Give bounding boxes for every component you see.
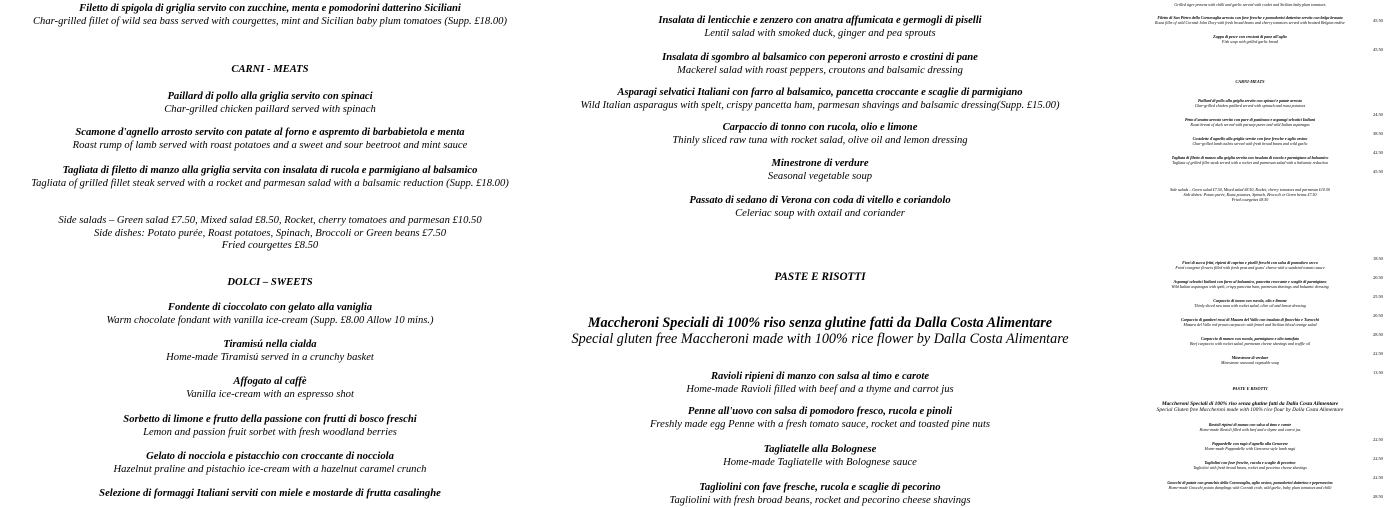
dish-english: Home-made Ravioli filled with beef and a thyme and carrot jus bbox=[1118, 428, 1382, 433]
dish-english: Celeriac soup with oxtail and coriander bbox=[560, 208, 1080, 221]
menu-item bbox=[560, 122, 1080, 147]
menu-item bbox=[560, 87, 1080, 112]
dish-english: Tagliata of grilled fillet steak served with a rocket and parmesan salad with a balsamic reduction bbox=[1118, 161, 1382, 166]
special-item bbox=[1118, 401, 1382, 413]
menu-item bbox=[20, 3, 520, 28]
dish-italian: Carpaccio di gamberi rossi di Mazara del Vallo con insalata di finocchio e Turocchi bbox=[1118, 318, 1382, 323]
dish-italian: Tagliolini con fave fresche, rucola e scaglie di pecorino bbox=[1118, 461, 1382, 466]
dish-english: Char-grilled lamb cutlets served with fresh broad beans and wild garlic bbox=[1118, 142, 1382, 147]
dish-english: Home-made Ravioli filled with beef and a thyme and carrot jus bbox=[560, 384, 1080, 397]
dish-english: Freshly made egg Penne with a fresh tomato sauce, rocket and toasted pine nuts bbox=[560, 419, 1080, 432]
price: 13.50 bbox=[1373, 370, 1383, 375]
menu-item bbox=[560, 195, 1080, 220]
price: 24.50 bbox=[1373, 112, 1383, 117]
side-salads-line: Side salads – Green salad £7.50, Mixed salad £8.50, Rocket, cherry tomatoes and parmesan £10.50 bbox=[1118, 188, 1382, 193]
side-dishes bbox=[20, 215, 520, 253]
menu-item bbox=[20, 91, 520, 116]
side-dishes-text: Potato purée, Roast potatoes, Spinach, Broccoli or Green beans £7.50 bbox=[148, 228, 446, 239]
dish-italian: Filetto di spigola di griglia servito con zucchine, menta e pomodorini datterino Siciliani bbox=[20, 3, 520, 16]
dish-italian: Passato di sedano di Verona con coda di vitello e coriandolo bbox=[560, 195, 1080, 208]
menu-item bbox=[560, 371, 1080, 396]
dish-italian: Filetto di San Pietro della Cornovaglia arrosto con fave fresche e pomodorini datterino servito con belga brasata bbox=[1118, 16, 1382, 21]
special-item bbox=[560, 315, 1080, 347]
dish-italian: Insalata di lenticchie e zenzero con anatra affumicata e germogli di piselli bbox=[560, 15, 1080, 28]
price: 28.50 bbox=[1373, 332, 1383, 337]
dish-italian: Zuppa di pesce con crostoni di pane all'aglio bbox=[1118, 35, 1382, 40]
menu-item bbox=[1118, 299, 1382, 309]
menu-item bbox=[1118, 318, 1382, 328]
menu-item bbox=[560, 406, 1080, 431]
menu-item bbox=[1118, 481, 1382, 491]
menu-item bbox=[560, 52, 1080, 77]
menu-item bbox=[1118, 442, 1382, 452]
section-heading-meats: CARNI - MEATS bbox=[20, 64, 520, 77]
fried-courgettes-line: Fried courgettes £8.50 bbox=[20, 240, 520, 253]
menu-item bbox=[1118, 137, 1382, 147]
dish-italian: Asparagi selvatici Italiani con farro al balsamico, pancetta croccante e scaglie di parmigiano bbox=[560, 87, 1080, 100]
side-dishes-line: Side dishes: Potato purée, Roast potatoes, Spinach, Broccoli or Green beans £7.50 bbox=[1118, 193, 1382, 198]
dish-italian: Carpaccio di tonno con rucola, olio e limone bbox=[1118, 299, 1382, 304]
menu-item bbox=[20, 302, 520, 327]
menu-item bbox=[20, 451, 520, 476]
dish-english: Char-grilled chicken paillard served with spinach and roast potatoes bbox=[1118, 104, 1382, 109]
dish-italian: Tiramisú nella cialda bbox=[20, 339, 520, 352]
dish-english: Thinly sliced raw tuna with rocket salad, olive oil and lemon dressing bbox=[1118, 304, 1382, 309]
dish-english: Tagliolini with fresh broad beans, rocket and pecorino cheese shavings bbox=[560, 495, 1080, 507]
dish-english: Thinly sliced raw tuna with rocket salad, olive oil and lemon dressing bbox=[560, 135, 1080, 148]
price: 20.50 bbox=[1373, 313, 1383, 318]
dish-english: Seasonal vegetable soup bbox=[560, 171, 1080, 184]
dish-english: Hazelnut praline and pistachio ice-cream with a hazelnut caramel crunch bbox=[20, 464, 520, 477]
menu-item bbox=[560, 482, 1080, 507]
dish-italian: Tagliata di filetto di manzo alla griglia servita con insalata di rucola e parmigiano al balsamico bbox=[1118, 156, 1382, 161]
dish-italian: Insalata di sgombro al balsamico con peperoni arrosto e crostini di pane bbox=[560, 52, 1080, 65]
dish-english: Minestrone seasonal vegetable soup bbox=[1118, 361, 1382, 366]
dish-english: Special Gluten free Maccheroni made with 100% rice flour by Dalla Costa Alimentare bbox=[1118, 407, 1382, 413]
dish-english: Char-grilled fillet of wild sea bass served with courgettes, mint and Sicilian baby plum tomatoes (Supp. £18.00) bbox=[20, 16, 520, 29]
price: 18.50 bbox=[1373, 256, 1383, 261]
menu-item bbox=[20, 414, 520, 439]
dish-italian: Tagliata di filetto di manzo alla griglia servita con insalata di rucola e parmigiano al balsamico bbox=[20, 165, 520, 178]
menu-item bbox=[560, 444, 1080, 469]
dish-english: Vanilla ice-cream with an espresso shot bbox=[20, 389, 520, 402]
dish-italian: Paillard di pollo alla griglia servito con spinaci bbox=[20, 91, 520, 104]
menu-item bbox=[1118, 35, 1382, 45]
dish-italian: Carpaccio di manzo con rucola, parmigiano e olio tartufato bbox=[1118, 337, 1382, 342]
side-dishes-label: Side dishes: bbox=[94, 228, 145, 239]
menu-item bbox=[20, 127, 520, 152]
dish-english: Lemon and passion fruit sorbet with fresh woodland berries bbox=[20, 427, 520, 440]
dish-italian: Ravioli ripieni di manzo con salsa al timo e carote bbox=[1118, 423, 1382, 428]
side-dishes-line bbox=[20, 228, 520, 241]
price: 20.50 bbox=[1373, 275, 1383, 280]
dish-italian: Costolette d'agnello alla griglia servite con fave fresche e aglio orsino bbox=[1118, 137, 1382, 142]
menu-item bbox=[560, 15, 1080, 40]
price: 28.50 bbox=[1373, 494, 1383, 499]
section-heading-meats: CARNI-MEATS bbox=[1118, 80, 1382, 85]
dish-italian: Asparagi selvatici Italiani con farro al balsamico, pancetta croccante e scaglie di parmigiano bbox=[1118, 280, 1382, 285]
dish-english: Roast fillet of wild Cornish John Dory with fresh broad beans and cherry tomatoes served with braised Belgian endive bbox=[1118, 21, 1382, 26]
dish-italian: Fiori di zucca fritti, ripieni di caprino e piselli freschi con salsa di pomodoro secco bbox=[1118, 261, 1382, 266]
dish-english: Beef carpaccio with rocket salad, parmesan cheese shavings and truffle oil bbox=[1118, 342, 1382, 347]
menu-item bbox=[1118, 156, 1382, 166]
dish-italian: Affogato al caffè bbox=[20, 376, 520, 389]
dish-english: Special gluten free Maccheroni made with 100% rice flower by Dalla Costa Alimentare bbox=[560, 331, 1080, 347]
menu-item bbox=[1118, 337, 1382, 347]
price: 22.50 bbox=[1373, 351, 1383, 356]
dish-english: Home-made Tiramisú served in a crunchy basket bbox=[20, 352, 520, 365]
dish-english: Tagliolini with fresh broad beans, rocket and pecorino cheese shavings bbox=[1118, 466, 1382, 471]
price: 25.50 bbox=[1373, 294, 1383, 299]
menu-item bbox=[1118, 461, 1382, 471]
dish-italian: Pappardelle con ragù d'agnello alla Genovese bbox=[1118, 442, 1382, 447]
menu-item bbox=[1118, 356, 1382, 366]
menu-item bbox=[20, 376, 520, 401]
dish-english: Roast rump of lamb served with roast potatoes and a sweet and sour beetroot and mint sauce bbox=[20, 140, 520, 153]
dish-italian: Ravioli ripieni di manzo con salsa al timo e carote bbox=[560, 371, 1080, 384]
price: 22.50 bbox=[1373, 437, 1383, 442]
price: 45.50 bbox=[1373, 47, 1383, 52]
section-heading-pasta: PASTE E RISOTTI bbox=[1118, 387, 1382, 392]
menu-item bbox=[1118, 99, 1382, 109]
dish-italian: Paillard di pollo alla griglia servito con spinaci e patate arrosto bbox=[1118, 99, 1382, 104]
menu-item bbox=[20, 488, 520, 501]
dish-english: Wild Italian asparagus with spelt, crispy pancetta ham, parmesan shavings and balsamic dressing bbox=[1118, 285, 1382, 290]
dish-italian: Sorbetto di limone e frutto della passione con frutti di bosco freschi bbox=[20, 414, 520, 427]
dish-italian: Petto d'anatra arrosto servito con pure di pastinaca e asparagi selvatici Italiani bbox=[1118, 118, 1382, 123]
menu-item bbox=[1118, 261, 1382, 271]
dish-italian: Tagliatelle alla Bolognese bbox=[560, 444, 1080, 457]
menu-item bbox=[20, 339, 520, 364]
dish-italian: Selezione di formaggi Italiani serviti con miele e mostarde di frutta casalinghe bbox=[20, 488, 520, 501]
menu-item bbox=[560, 158, 1080, 183]
menu-item bbox=[1118, 280, 1382, 290]
dish-italian: Maccheroni Speciali di 100% riso senza glutine fatti da Dalla Costa Alimentare bbox=[1118, 401, 1382, 407]
dish-english: Mazara del Vallo red prawn carpaccio with fennel and Sicilian blood orange salad bbox=[1118, 323, 1382, 328]
dish-italian: Minestrone di verdure bbox=[560, 158, 1080, 171]
dish-italian: Tagliolini con fave fresche, rucola e scaglie di pecorino bbox=[560, 482, 1080, 495]
dish-english: Home-made Gnocchi potato dumplings with Cornish crab, wild garlic, baby plum tomatoes and chilli bbox=[1118, 486, 1382, 491]
dish-italian: Maccheroni Speciali di 100% riso senza glutine fatti da Dalla Costa Alimentare bbox=[560, 315, 1080, 331]
price: 22.50 bbox=[1373, 456, 1383, 461]
side-salads-line: Side salads – Green salad £7.50, Mixed salad £8.50, Rocket, cherry tomatoes and parmesan £10.50 bbox=[20, 215, 520, 228]
dish-italian: Fondente di cioccolato con gelato alla vaniglia bbox=[20, 302, 520, 315]
dish-italian: Penne all'uovo con salsa di pomodoro fresco, rucola e pinoli bbox=[560, 406, 1080, 419]
dish-italian: Scamone d'agnello arrosto servito con patate al forno e asprетto di barbabietola e menta bbox=[20, 127, 520, 140]
side-dishes bbox=[1118, 188, 1382, 203]
dish-italian: Gnocchi di patate con granchio della Cornovaglia, aglio orsino, pomodorini datterino e peperoncino bbox=[1118, 481, 1382, 486]
price: 22.50 bbox=[1373, 475, 1383, 480]
dish-english: Home-made Pappardelle with Genovese style lamb ragù bbox=[1118, 447, 1382, 452]
menu-item bbox=[1118, 16, 1382, 26]
dish-english: Wild Italian asparagus with spelt, crispy pancetta ham, parmesan shavings and balsamic dressing(Supp. £15.00) bbox=[560, 100, 1080, 113]
menu-item bbox=[1118, 3, 1382, 8]
dish-english: Fried courgette flowers filled with fresh peas and goats' cheese with a sundried tomato sauce bbox=[1118, 266, 1382, 271]
price: 38.50 bbox=[1373, 131, 1383, 136]
price: 45.50 bbox=[1373, 169, 1383, 174]
price: 45.50 bbox=[1373, 18, 1383, 23]
dish-italian: Carpaccio di tonno con rucola, olio e limone bbox=[560, 122, 1080, 135]
dish-english: Mackerel salad with roast peppers, croutons and balsamic dressing bbox=[560, 65, 1080, 78]
section-heading-sweets: DOLCI – SWEETS bbox=[20, 277, 520, 290]
dish-english: Lentil salad with smoked duck, ginger and pea sprouts bbox=[560, 28, 1080, 41]
price: 42.50 bbox=[1373, 150, 1383, 155]
dish-italian: Gelato di nocciola e pistacchio con croccante di nocciola bbox=[20, 451, 520, 464]
menu-item bbox=[1118, 118, 1382, 128]
dish-english: Tagliata of grilled fillet steak served with a rocket and parmesan salad with a balsamic reduction (Supp. £18.00) bbox=[20, 178, 520, 191]
dish-italian: Minestrone di verdure bbox=[1118, 356, 1382, 361]
dish-english: Home-made Tagliatelle with Bolognese sauce bbox=[560, 457, 1080, 470]
dish-english: Warm chocolate fondant with vanilla ice-cream (Supp. £8.00 Allow 10 mins.) bbox=[20, 315, 520, 328]
dish-english: Grilled tiger prawns with chilli and garlic served with rocket and Sicilian baby plum tomatoes bbox=[1118, 3, 1382, 8]
dish-english: Char-grilled chicken paillard served with spinach bbox=[20, 104, 520, 117]
dish-english: Fish soup with grilled garlic bread bbox=[1118, 40, 1382, 45]
menu-item bbox=[1118, 423, 1382, 433]
menu-item bbox=[20, 165, 520, 190]
section-heading-pasta: PASTE E RISOTTI bbox=[560, 271, 1080, 284]
dish-english: Roast breast of duck served with parsnip puree and wild Italian asparagus bbox=[1118, 123, 1382, 128]
fried-courgettes-line: Fried courgettes £8.50 bbox=[1118, 198, 1382, 203]
